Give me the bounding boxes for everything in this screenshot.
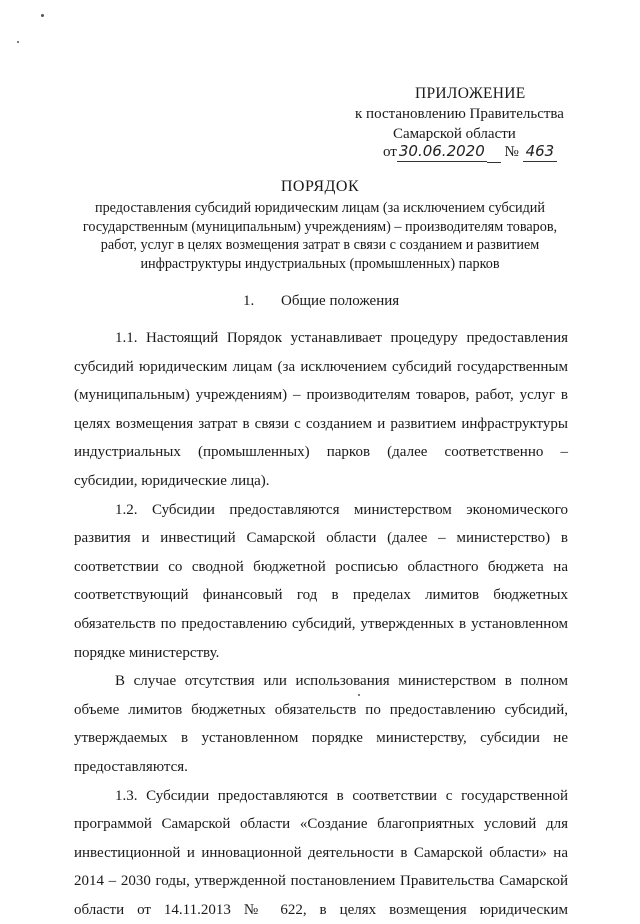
document-title: ПОРЯДОК — [0, 178, 640, 196]
scan-speck — [17, 41, 19, 43]
appendix-date-line — [383, 141, 557, 163]
paragraph-1-3: 1.3. Субсидии предоставляются в соответствии с государственной программой Самарской области «Создание благоприятных условий для инвестиционной и инновационной деятельности в Самарской области» на 2014 – 2030 годы, утвержденной постановлением Правительства Самарской области от 14.11.2013 № 622, в целях возмещения юридическим — [74, 782, 568, 924]
scan-speck — [358, 694, 360, 696]
appendix-heading: ПРИЛОЖЕНИЕ — [415, 84, 526, 104]
body-text — [74, 324, 568, 924]
paragraph-1-2-continued: В случае отсутствия или использования министерством в полном объеме лимитов бюджетных обязательств по предоставлению субсидий, утверждаемых в установленном порядке министерству, субсидии не предоставляются. — [74, 667, 568, 781]
appendix-line-resolution: к постановлению Правительства — [355, 104, 564, 124]
handwritten-number: 463 — [523, 141, 558, 162]
scan-speck — [41, 14, 44, 17]
appendix-line-region: Самарской области — [393, 124, 516, 144]
date-prefix: от — [383, 144, 397, 160]
document-subtitle: предоставления субсидий юридическим лицам (за исключением субсидий государственным (муниципальным) учреждениям) – производителям товаров, работ, услуг в целях возмещения затрат в связи с созданием и развитием инфраструктуры индустриальных (промышленных) парков — [70, 199, 570, 273]
paragraph-1-2: 1.2. Субсидии предоставляются министерством экономического развития и инвестиций Самарской области (далее – министерство) в соответствии со сводной бюджетной росписью областного бюджета на соответствующий финансовый год в пределах лимитов бюджетных обязательств по предоставлению субсидий, утвержденных в установленном порядке министерству. — [74, 496, 568, 668]
section-title: Общие положения — [281, 293, 399, 310]
handwritten-date: 30.06.2020 — [397, 141, 487, 162]
paragraph-1-1: 1.1. Настоящий Порядок устанавливает процедуру предоставления субсидий юридическим лицам (за исключением субсидий государственным (муниципальным) учреждениям) – производителям товаров, работ, услуг в целях возмещения затрат в связи с созданием и развитием инфраструктуры индустриальных (промышленных) парков (далее соответственно – субсидии, юридические лица). — [74, 324, 568, 496]
section-number: 1. — [243, 293, 254, 310]
number-prefix: № — [505, 144, 519, 160]
